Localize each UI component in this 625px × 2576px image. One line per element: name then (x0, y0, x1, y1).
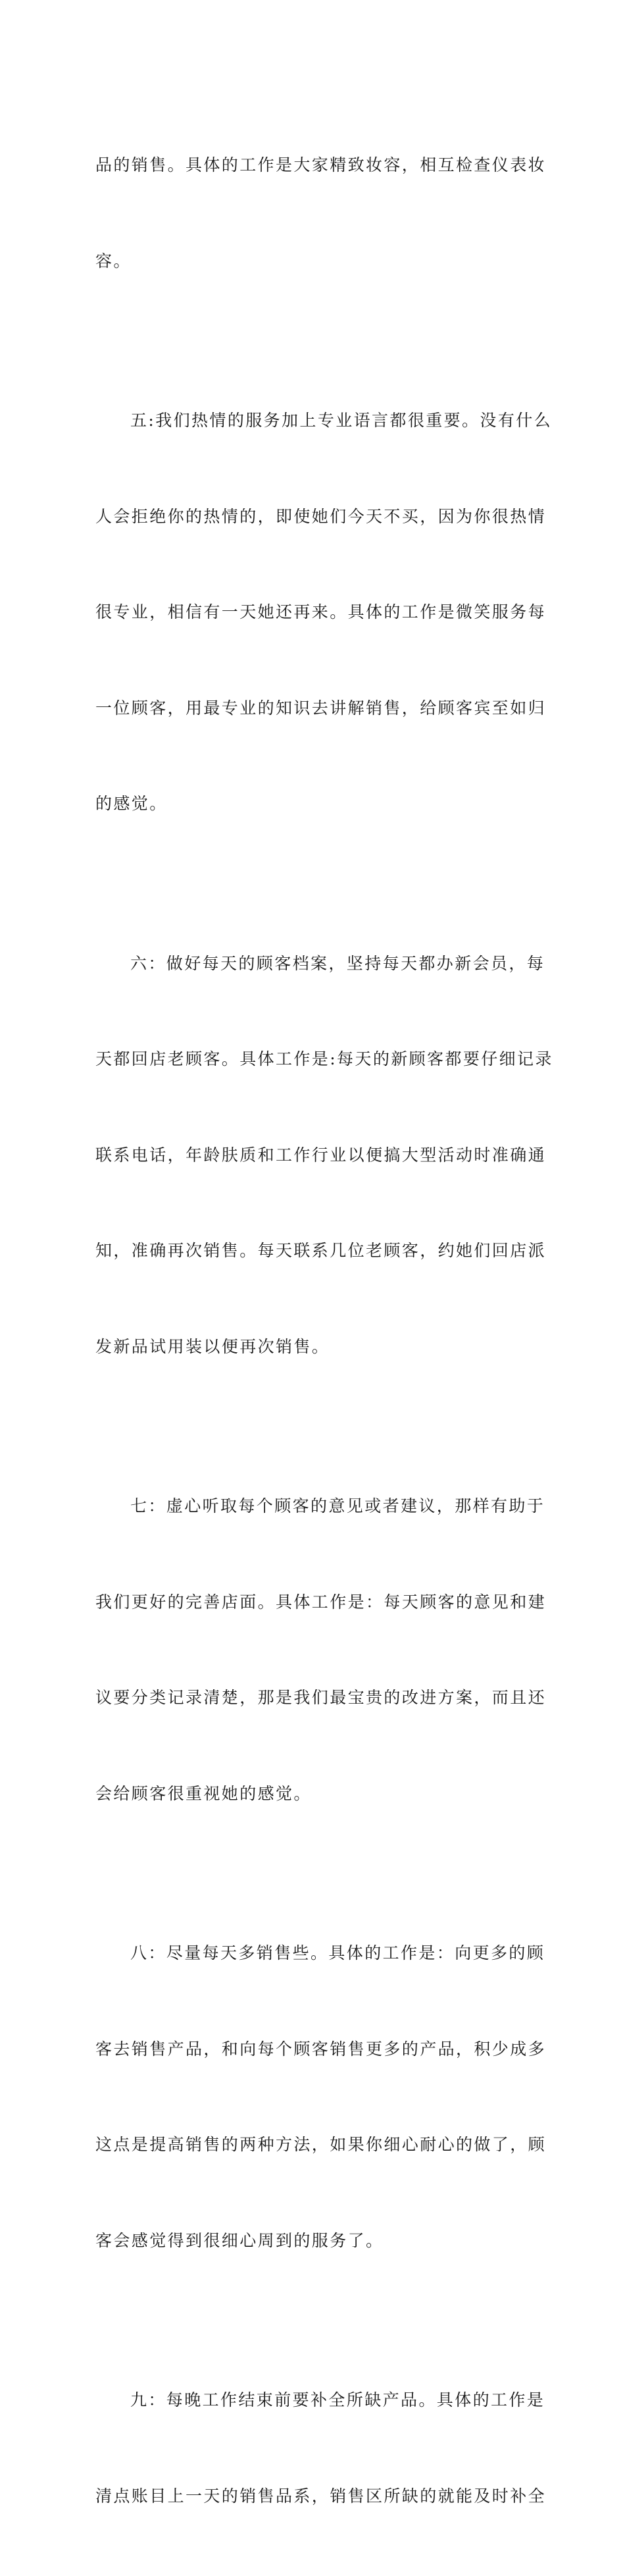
paragraph-9 (95, 2321, 547, 2576)
text-line: 很专业，相信有一天她还再来。具体的工作是微笑服务每 (95, 602, 547, 621)
text-line: 会给顾客很重视她的感觉。 (95, 1783, 312, 1803)
text-line: 这点是提高销售的两种方法，如果你细心耐心的做了，顾 (95, 2135, 547, 2154)
paragraph-4-continuation (95, 86, 547, 341)
paragraph-7 (95, 1427, 547, 1874)
text-line: 八：尽量每天多销售些。具体的工作是：向更多的顾 (130, 1943, 545, 1962)
text-line: 容。 (95, 251, 132, 271)
text-line: 知，准确再次销售。每天联系几位老顾客，约她们回店派 (95, 1241, 547, 1260)
paragraph-5 (95, 341, 553, 884)
paragraph-8 (95, 1874, 547, 2321)
text-line: 发新品试用装以便再次销售。 (95, 1336, 330, 1356)
text-line: 联系电话，年龄肤质和工作行业以便搞大型活动时准确通 (95, 1145, 547, 1165)
text-line: 议要分类记录清楚，那是我们最宝贵的改进方案，而且还 (95, 1688, 547, 1707)
paragraph-6 (95, 884, 553, 1427)
text-line: 五:我们热情的服务加上专业语言都很重要。没有什么 (130, 411, 553, 430)
text-line: 天都回店老顾客。具体工作是:每天的新顾客都要仔细记录 (95, 1049, 553, 1068)
text-line: 客会感觉得到很细心周到的服务了。 (95, 2230, 384, 2250)
text-line: 九：每晚工作结束前要补全所缺产品。具体的工作是 (130, 2390, 545, 2409)
document-body (95, 86, 553, 2576)
text-line: 的感觉。 (95, 794, 168, 813)
text-line: 客去销售产品，和向每个顾客销售更多的产品，积少成多 (95, 2039, 547, 2059)
text-line: 品的销售。具体的工作是大家精致妆容，相互检查仪表妆 (95, 155, 547, 174)
text-line: 一位顾客，用最专业的知识去讲解销售，给顾客宾至如归 (95, 698, 547, 718)
text-line: 七：虚心听取每个顾客的意见或者建议，那样有助于 (130, 1496, 545, 1515)
text-line: 我们更好的完善店面。具体工作是：每天顾客的意见和建 (95, 1592, 547, 1612)
text-line: 人会拒绝你的热情的，即使她们今天不买，因为你很热情 (95, 506, 547, 526)
text-line: 六：做好每天的顾客档案，坚持每天都办新会员，每 (130, 953, 545, 973)
text-line: 清点账目上一天的销售品系，销售区所缺的就能及时补全 (95, 2486, 547, 2506)
